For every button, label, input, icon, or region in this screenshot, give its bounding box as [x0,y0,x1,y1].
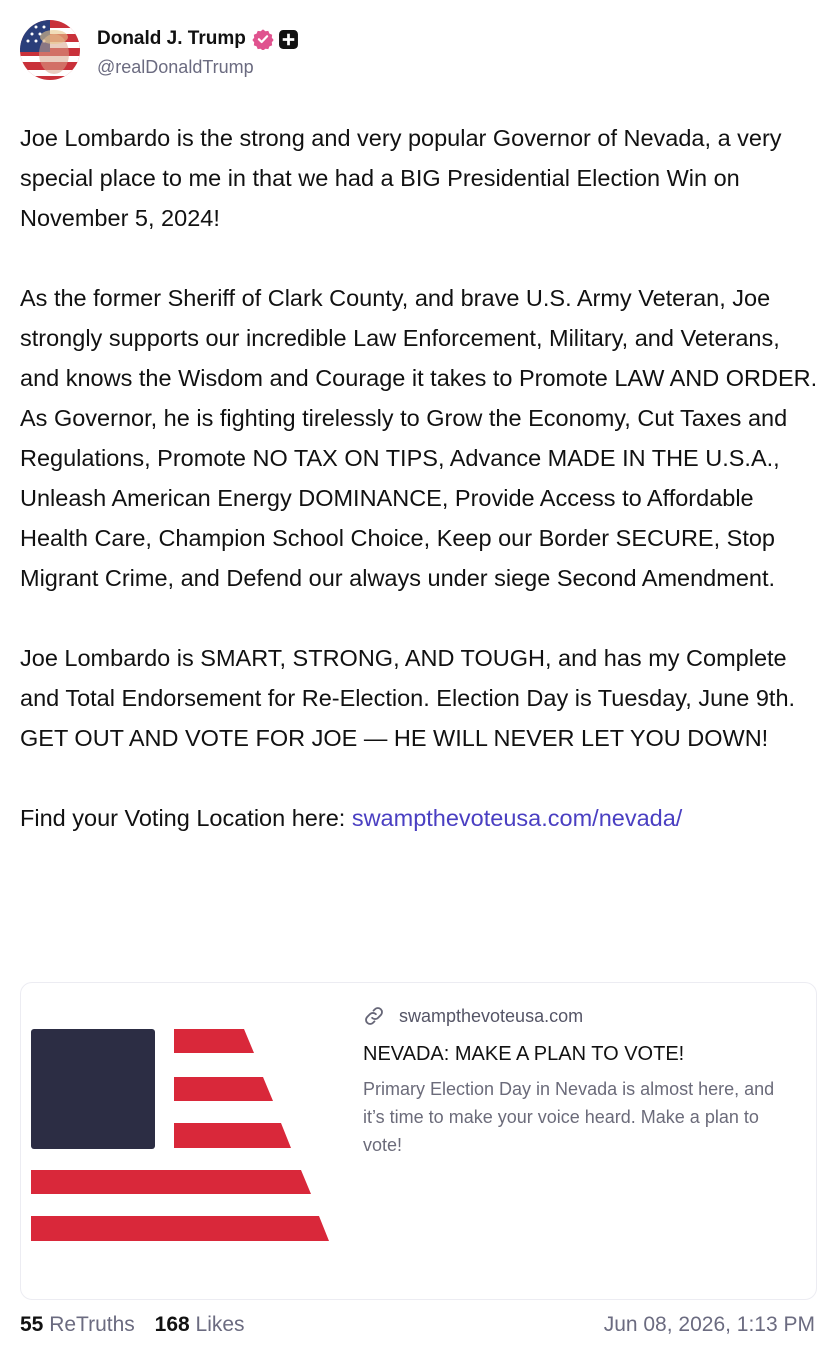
plus-badge-icon [278,29,299,50]
voting-location-prefix: Find your Voting Location here: [20,805,352,831]
card-description: Primary Election Day in Nevada is almost here, and it’s time to make your voice heard. Make a plan to vote! [363,1079,775,1155]
retruths-stat[interactable] [20,1313,135,1337]
retruths-label: ReTruths [49,1313,135,1336]
likes-count: 168 [154,1313,190,1336]
likes-stat[interactable] [155,1313,245,1337]
card-title: NEVADA: MAKE A PLAN TO VOTE! [363,1043,685,1065]
post-paragraph: Joe Lombardo is the strong and very popular Governor of Nevada, a very special place to me in that we had a BIG Presidential Election Win on November 5, 2024! [20,125,782,231]
card-domain: swampthevoteusa.com [399,1005,584,1026]
voting-location-line [20,798,820,838]
retruths-count: 55 [20,1313,44,1336]
card-flag-image [31,1029,331,1251]
card-text [363,1005,793,1159]
post-body [20,118,820,838]
author-display-name[interactable]: Donald J. Trump [97,28,246,49]
verified-badge-icon [252,28,274,50]
voting-location-link[interactable]: swampthevoteusa.com/nevada/ [351,805,683,831]
post-footer [20,1313,820,1345]
card-domain-row [363,1005,793,1027]
post-timestamp[interactable]: Jun 08, 2026, 1:13 PM [603,1313,815,1336]
link-preview-card[interactable] [20,982,817,1300]
author-names [97,24,299,78]
avatar[interactable] [20,20,80,80]
likes-label: Likes [195,1313,245,1336]
post-header [20,20,820,82]
link-icon [363,1005,385,1027]
post-paragraph: Joe Lombardo is SMART, STRONG, AND TOUGH, and has my Complete and Total Endorsement for Re-Election. Election Day is Tuesday, June 9th. GET OUT AND VOTE FOR JOE — HE WILL NEVER LET YOU DOWN! [20,645,796,751]
author-handle[interactable]: @realDonaldTrump [97,57,254,77]
post-paragraph: As the former Sheriff of Clark County, and brave U.S. Army Veteran, Joe strongly supports our incredible Law Enforcement, Military, and Veterans, and knows the Wisdom and Courage it takes to Promote LAW AND ORDER. As Governor, he is fighting tirelessly to Grow the Economy, Cut Taxes and Regulations, Promote NO TAX ON TIPS, Advance MADE IN THE U.S.A., Unleash American Energy DOMINANCE, Provide Access to Affordable Health Care, Champion School Choice, Keep our Border SECURE, Stop Migrant Crime, and Defend our always under siege Second Amendment. [20,285,818,591]
